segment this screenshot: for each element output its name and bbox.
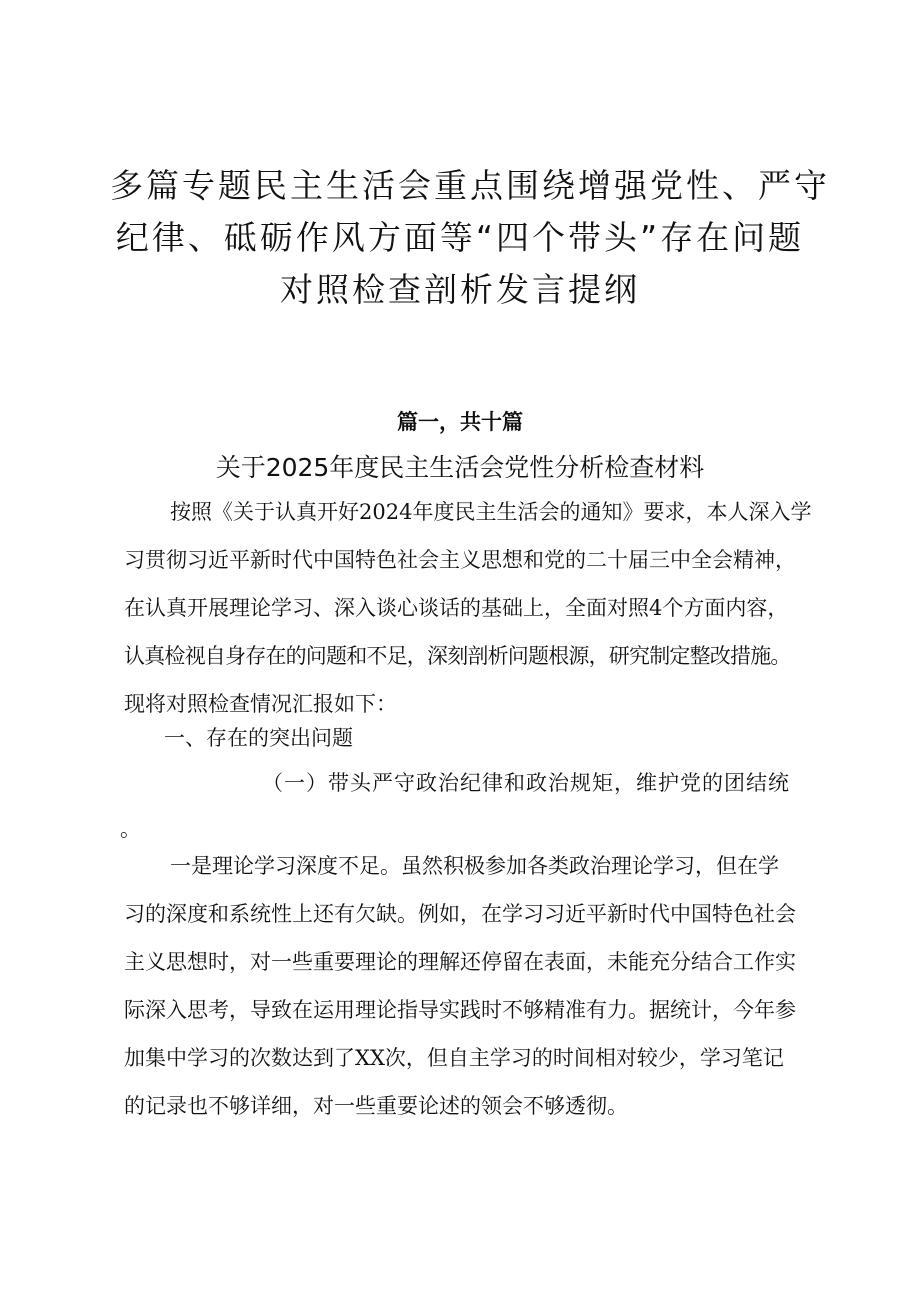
paragraph-line: 主义思想时，对一些重要理论的理解还停留在表面，未能充分结合工作实 bbox=[124, 950, 796, 974]
paragraph-line: 按照《关于认真开好2024年度民主生活会的通知》要求，本人深入学 bbox=[170, 500, 812, 524]
paragraph-line: 加集中学习的次数达到了XX次，但自主学习的时间相对较少，学习笔记 bbox=[124, 1046, 784, 1070]
paragraph-line: 习的深度和系统性上还有欠缺。例如，在学习习近平新时代中国特色社会 bbox=[124, 902, 796, 926]
paragraph-line: 现将对照检查情况汇报如下： bbox=[124, 692, 397, 716]
subsection-heading-tail: 。 bbox=[120, 817, 141, 841]
part-label: 篇一，共十篇 bbox=[397, 410, 523, 434]
paragraph-line: 认真检视自身存在的问题和不足，深刻剖析问题根源，研究制定整改措施。 bbox=[124, 644, 791, 668]
paragraph-line: 的记录也不够详细，对一些重要论述的领会不够透彻。 bbox=[124, 1094, 628, 1118]
paragraph-line: 一是理论学习深度不足。虽然积极参加各类政治理论学习，但在学 bbox=[170, 854, 779, 878]
main-title-line: 纪律、砥砺作风方面等“四个带头”存在问题 bbox=[115, 218, 805, 257]
paragraph-line: 习贯彻习近平新时代中国特色社会主义思想和党的二十届三中全会精神， bbox=[124, 548, 796, 572]
subsection-heading: （一）带头严守政治纪律和政治规矩，维护党的团结统 bbox=[262, 771, 790, 795]
paragraph-line: 在认真开展理论学习、深入谈心谈话的基础上，全面对照4个方面内容， bbox=[124, 596, 789, 620]
main-title-line: 多篇专题民主生活会重点围绕增强党性、严守 bbox=[110, 166, 830, 205]
document-title: 关于2025年度民主生活会党性分析检查材料 bbox=[215, 453, 705, 482]
section-heading: 一、存在的突出问题 bbox=[164, 726, 353, 750]
intro-paragraph bbox=[124, 488, 814, 728]
body-paragraph bbox=[124, 842, 814, 1130]
main-title bbox=[110, 160, 830, 316]
main-title-line: 对照检查剖析发言提纲 bbox=[280, 270, 640, 309]
paragraph-line: 际深入思考，导致在运用理论指导实践时不够精准有力。据统计，今年参 bbox=[124, 998, 796, 1022]
